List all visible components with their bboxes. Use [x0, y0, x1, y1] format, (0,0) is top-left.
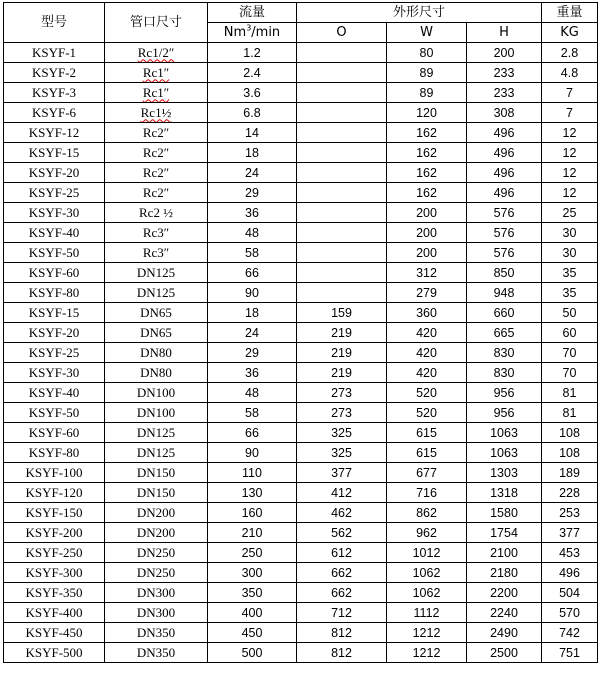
cell-dim-w: 1212	[387, 643, 467, 663]
cell-weight: 81	[542, 383, 598, 403]
cell-model: KSYF-300	[4, 563, 105, 583]
cell-pipe-size: DN125	[105, 443, 208, 463]
cell-model: KSYF-60	[4, 263, 105, 283]
cell-dim-o: 219	[297, 323, 387, 343]
cell-dim-o	[297, 43, 387, 63]
cell-dim-o: 325	[297, 443, 387, 463]
cell-weight: 12	[542, 123, 598, 143]
cell-dim-o: 462	[297, 503, 387, 523]
table-row	[4, 343, 598, 363]
cell-dim-h: 2490	[467, 623, 542, 643]
cell-dim-h: 1318	[467, 483, 542, 503]
table-row	[4, 443, 598, 463]
table-row	[4, 63, 598, 83]
cell-dim-h: 576	[467, 243, 542, 263]
table-row	[4, 423, 598, 443]
cell-pipe-size	[105, 43, 208, 63]
cell-flow: 36	[208, 203, 297, 223]
cell-dim-h: 948	[467, 283, 542, 303]
cell-model: KSYF-60	[4, 423, 105, 443]
cell-dim-h: 2100	[467, 543, 542, 563]
cell-model: KSYF-50	[4, 243, 105, 263]
cell-flow: 29	[208, 343, 297, 363]
cell-dim-h: 956	[467, 403, 542, 423]
cell-pipe-size: DN350	[105, 643, 208, 663]
cell-pipe-size: DN80	[105, 343, 208, 363]
cell-pipe-size: DN100	[105, 383, 208, 403]
cell-model: KSYF-250	[4, 543, 105, 563]
cell-model: KSYF-120	[4, 483, 105, 503]
header-model: 型号	[4, 3, 105, 43]
cell-dim-w: 615	[387, 443, 467, 463]
cell-dim-w: 200	[387, 223, 467, 243]
cell-dim-w: 1062	[387, 563, 467, 583]
header-dim-o: O	[297, 23, 387, 43]
table-row	[4, 123, 598, 143]
cell-pipe-size	[105, 63, 208, 83]
cell-dim-h: 576	[467, 223, 542, 243]
cell-weight: 2.8	[542, 43, 598, 63]
cell-flow: 450	[208, 623, 297, 643]
cell-pipe-size: DN125	[105, 263, 208, 283]
table-row	[4, 183, 598, 203]
cell-dim-w: 89	[387, 83, 467, 103]
cell-dim-w: 520	[387, 383, 467, 403]
cell-flow: 110	[208, 463, 297, 483]
cell-weight: 12	[542, 143, 598, 163]
cell-dim-w: 420	[387, 343, 467, 363]
cell-model: KSYF-80	[4, 443, 105, 463]
cell-pipe-size: Rc3″	[105, 223, 208, 243]
cell-weight: 7	[542, 83, 598, 103]
cell-pipe-size: Rc2 ½	[105, 203, 208, 223]
table-row	[4, 143, 598, 163]
cell-flow: 350	[208, 583, 297, 603]
cell-pipe-size: DN125	[105, 423, 208, 443]
cell-pipe-size: DN200	[105, 523, 208, 543]
cell-model: KSYF-80	[4, 283, 105, 303]
cell-model: KSYF-20	[4, 163, 105, 183]
cell-flow: 18	[208, 303, 297, 323]
table-row	[4, 383, 598, 403]
cell-pipe-size	[105, 103, 208, 123]
cell-flow: 90	[208, 283, 297, 303]
cell-flow: 90	[208, 443, 297, 463]
cell-dim-w: 200	[387, 203, 467, 223]
cell-dim-h: 850	[467, 263, 542, 283]
cell-weight: 570	[542, 603, 598, 623]
cell-flow: 3.6	[208, 83, 297, 103]
table-row	[4, 203, 598, 223]
cell-flow: 130	[208, 483, 297, 503]
cell-pipe-size: Rc2″	[105, 143, 208, 163]
cell-dim-o	[297, 263, 387, 283]
cell-pipe-size: DN125	[105, 283, 208, 303]
cell-pipe-size: DN150	[105, 463, 208, 483]
cell-dim-h: 308	[467, 103, 542, 123]
table-row	[4, 363, 598, 383]
table-row	[4, 283, 598, 303]
cell-model: KSYF-100	[4, 463, 105, 483]
cell-model: KSYF-200	[4, 523, 105, 543]
cell-model: KSYF-20	[4, 323, 105, 343]
cell-model: KSYF-450	[4, 623, 105, 643]
cell-model: KSYF-400	[4, 603, 105, 623]
cell-pipe-size: DN350	[105, 623, 208, 643]
cell-weight: 742	[542, 623, 598, 643]
table-row	[4, 483, 598, 503]
cell-dim-o	[297, 83, 387, 103]
table-row	[4, 163, 598, 183]
cell-weight: 50	[542, 303, 598, 323]
header-weight: 重量	[542, 3, 598, 23]
cell-dim-o	[297, 123, 387, 143]
cell-dim-h: 2240	[467, 603, 542, 623]
cell-weight: 377	[542, 523, 598, 543]
pipe-size-text: Rc1″	[142, 84, 170, 100]
cell-dim-w: 162	[387, 123, 467, 143]
spec-table	[3, 2, 598, 663]
cell-flow: 160	[208, 503, 297, 523]
cell-flow: 29	[208, 183, 297, 203]
cell-dim-w: 862	[387, 503, 467, 523]
cell-dim-h: 1303	[467, 463, 542, 483]
cell-pipe-size: Rc2″	[105, 163, 208, 183]
cell-weight: 30	[542, 223, 598, 243]
cell-flow: 66	[208, 263, 297, 283]
cell-flow: 2.4	[208, 63, 297, 83]
header-weight-unit: KG	[542, 23, 598, 43]
cell-dim-o	[297, 283, 387, 303]
cell-weight: 70	[542, 363, 598, 383]
cell-weight: 751	[542, 643, 598, 663]
table-row	[4, 623, 598, 643]
cell-dim-w: 162	[387, 163, 467, 183]
cell-dim-w: 1212	[387, 623, 467, 643]
cell-dim-o: 662	[297, 583, 387, 603]
cell-weight: 35	[542, 263, 598, 283]
table-row	[4, 543, 598, 563]
cell-pipe-size: DN300	[105, 583, 208, 603]
cell-model: KSYF-1	[4, 43, 105, 63]
cell-pipe-size: DN65	[105, 323, 208, 343]
cell-weight: 7	[542, 103, 598, 123]
cell-model: KSYF-6	[4, 103, 105, 123]
header-dimensions: 外形尺寸	[297, 3, 542, 23]
table-row	[4, 263, 598, 283]
cell-dim-o: 219	[297, 363, 387, 383]
cell-flow: 1.2	[208, 43, 297, 63]
cell-flow: 58	[208, 403, 297, 423]
cell-pipe-size: DN65	[105, 303, 208, 323]
cell-dim-h: 1754	[467, 523, 542, 543]
cell-dim-o: 712	[297, 603, 387, 623]
cell-weight: 30	[542, 243, 598, 263]
cell-dim-o: 159	[297, 303, 387, 323]
cell-dim-w: 279	[387, 283, 467, 303]
pipe-size-text: Rc1″	[142, 64, 170, 80]
cell-dim-o: 273	[297, 403, 387, 423]
table-row	[4, 43, 598, 63]
cell-weight: 81	[542, 403, 598, 423]
cell-dim-o: 612	[297, 543, 387, 563]
cell-dim-o: 273	[297, 383, 387, 403]
cell-flow: 14	[208, 123, 297, 143]
cell-model: KSYF-30	[4, 203, 105, 223]
cell-dim-w: 80	[387, 43, 467, 63]
cell-pipe-size: DN80	[105, 363, 208, 383]
cell-dim-w: 716	[387, 483, 467, 503]
cell-weight: 4.8	[542, 63, 598, 83]
cell-flow: 58	[208, 243, 297, 263]
cell-model: KSYF-12	[4, 123, 105, 143]
table-row	[4, 83, 598, 103]
cell-dim-h: 2500	[467, 643, 542, 663]
cell-model: KSYF-3	[4, 83, 105, 103]
table-row	[4, 523, 598, 543]
flow-unit-sup: 3	[246, 23, 252, 33]
cell-dim-h: 2180	[467, 563, 542, 583]
cell-weight: 25	[542, 203, 598, 223]
cell-pipe-size: Rc2″	[105, 123, 208, 143]
cell-model: KSYF-150	[4, 503, 105, 523]
cell-model: KSYF-15	[4, 143, 105, 163]
cell-dim-o	[297, 223, 387, 243]
table-row	[4, 563, 598, 583]
pipe-size-text: Rc1½	[140, 104, 172, 120]
cell-flow: 210	[208, 523, 297, 543]
cell-model: KSYF-15	[4, 303, 105, 323]
cell-flow: 300	[208, 563, 297, 583]
flow-unit-suffix: /min	[251, 24, 281, 40]
cell-dim-w: 120	[387, 103, 467, 123]
cell-pipe-size: Rc3″	[105, 243, 208, 263]
cell-model: KSYF-350	[4, 583, 105, 603]
cell-weight: 496	[542, 563, 598, 583]
cell-dim-o	[297, 163, 387, 183]
cell-dim-o: 377	[297, 463, 387, 483]
header-pipe-size: 管口尺寸	[105, 3, 208, 43]
pipe-size-text: Rc1/2″	[137, 44, 175, 60]
cell-model: KSYF-30	[4, 363, 105, 383]
cell-flow: 48	[208, 383, 297, 403]
table-row	[4, 223, 598, 243]
cell-weight: 504	[542, 583, 598, 603]
cell-pipe-size: Rc2″	[105, 183, 208, 203]
cell-dim-o: 219	[297, 343, 387, 363]
cell-model: KSYF-40	[4, 383, 105, 403]
cell-dim-h: 496	[467, 183, 542, 203]
cell-dim-o: 812	[297, 643, 387, 663]
cell-dim-w: 615	[387, 423, 467, 443]
cell-flow: 6.8	[208, 103, 297, 123]
cell-dim-o	[297, 243, 387, 263]
cell-dim-w: 962	[387, 523, 467, 543]
table-row	[4, 643, 598, 663]
cell-pipe-size: DN150	[105, 483, 208, 503]
table-body	[4, 43, 598, 663]
table-row	[4, 503, 598, 523]
cell-model: KSYF-50	[4, 403, 105, 423]
table-row	[4, 303, 598, 323]
cell-dim-w: 312	[387, 263, 467, 283]
cell-pipe-size: DN100	[105, 403, 208, 423]
cell-dim-o: 325	[297, 423, 387, 443]
cell-pipe-size: DN300	[105, 603, 208, 623]
cell-dim-o: 412	[297, 483, 387, 503]
cell-dim-h: 496	[467, 163, 542, 183]
cell-dim-w: 360	[387, 303, 467, 323]
table-header	[4, 3, 598, 43]
cell-dim-h: 576	[467, 203, 542, 223]
cell-weight: 108	[542, 443, 598, 463]
cell-dim-h: 200	[467, 43, 542, 63]
cell-dim-w: 162	[387, 143, 467, 163]
cell-dim-w: 162	[387, 183, 467, 203]
cell-pipe-size	[105, 83, 208, 103]
cell-weight: 12	[542, 163, 598, 183]
table-row	[4, 463, 598, 483]
cell-flow: 66	[208, 423, 297, 443]
header-flow-unit	[208, 23, 297, 43]
cell-dim-h: 2200	[467, 583, 542, 603]
table-row	[4, 243, 598, 263]
cell-weight: 253	[542, 503, 598, 523]
cell-flow: 250	[208, 543, 297, 563]
cell-dim-o: 812	[297, 623, 387, 643]
table-row	[4, 603, 598, 623]
cell-model: KSYF-2	[4, 63, 105, 83]
cell-weight: 35	[542, 283, 598, 303]
header-dim-w: W	[387, 23, 467, 43]
cell-weight: 453	[542, 543, 598, 563]
cell-dim-h: 830	[467, 343, 542, 363]
cell-flow: 48	[208, 223, 297, 243]
cell-dim-w: 420	[387, 323, 467, 343]
cell-flow: 36	[208, 363, 297, 383]
cell-weight: 108	[542, 423, 598, 443]
cell-model: KSYF-40	[4, 223, 105, 243]
cell-dim-w: 1062	[387, 583, 467, 603]
cell-model: KSYF-25	[4, 343, 105, 363]
cell-flow: 24	[208, 163, 297, 183]
cell-dim-h: 496	[467, 143, 542, 163]
cell-dim-h: 956	[467, 383, 542, 403]
cell-dim-o	[297, 143, 387, 163]
cell-dim-o	[297, 103, 387, 123]
cell-weight: 12	[542, 183, 598, 203]
cell-dim-o	[297, 183, 387, 203]
cell-pipe-size: DN250	[105, 543, 208, 563]
flow-unit-prefix: Nm	[223, 24, 247, 40]
cell-dim-w: 677	[387, 463, 467, 483]
cell-dim-h: 1580	[467, 503, 542, 523]
table-row	[4, 323, 598, 343]
cell-dim-h: 1063	[467, 443, 542, 463]
cell-model: KSYF-25	[4, 183, 105, 203]
cell-flow: 500	[208, 643, 297, 663]
cell-dim-o: 662	[297, 563, 387, 583]
cell-dim-h: 233	[467, 83, 542, 103]
cell-weight: 60	[542, 323, 598, 343]
header-flow: 流量	[208, 3, 297, 23]
cell-dim-o	[297, 63, 387, 83]
cell-dim-o: 562	[297, 523, 387, 543]
cell-flow: 24	[208, 323, 297, 343]
cell-dim-w: 1012	[387, 543, 467, 563]
table-row	[4, 583, 598, 603]
cell-weight: 189	[542, 463, 598, 483]
cell-dim-w: 200	[387, 243, 467, 263]
cell-dim-h: 830	[467, 363, 542, 383]
table-row	[4, 403, 598, 423]
cell-dim-h: 660	[467, 303, 542, 323]
cell-flow: 400	[208, 603, 297, 623]
cell-dim-h: 233	[467, 63, 542, 83]
header-row-main	[4, 3, 598, 23]
cell-dim-w: 420	[387, 363, 467, 383]
cell-dim-w: 520	[387, 403, 467, 423]
cell-pipe-size: DN200	[105, 503, 208, 523]
cell-dim-h: 1063	[467, 423, 542, 443]
cell-weight: 228	[542, 483, 598, 503]
cell-dim-w: 1112	[387, 603, 467, 623]
cell-weight: 70	[542, 343, 598, 363]
cell-pipe-size: DN250	[105, 563, 208, 583]
cell-dim-h: 496	[467, 123, 542, 143]
header-dim-h: H	[467, 23, 542, 43]
table-row	[4, 103, 598, 123]
cell-flow: 18	[208, 143, 297, 163]
cell-model: KSYF-500	[4, 643, 105, 663]
cell-dim-w: 89	[387, 63, 467, 83]
cell-dim-h: 665	[467, 323, 542, 343]
cell-dim-o	[297, 203, 387, 223]
